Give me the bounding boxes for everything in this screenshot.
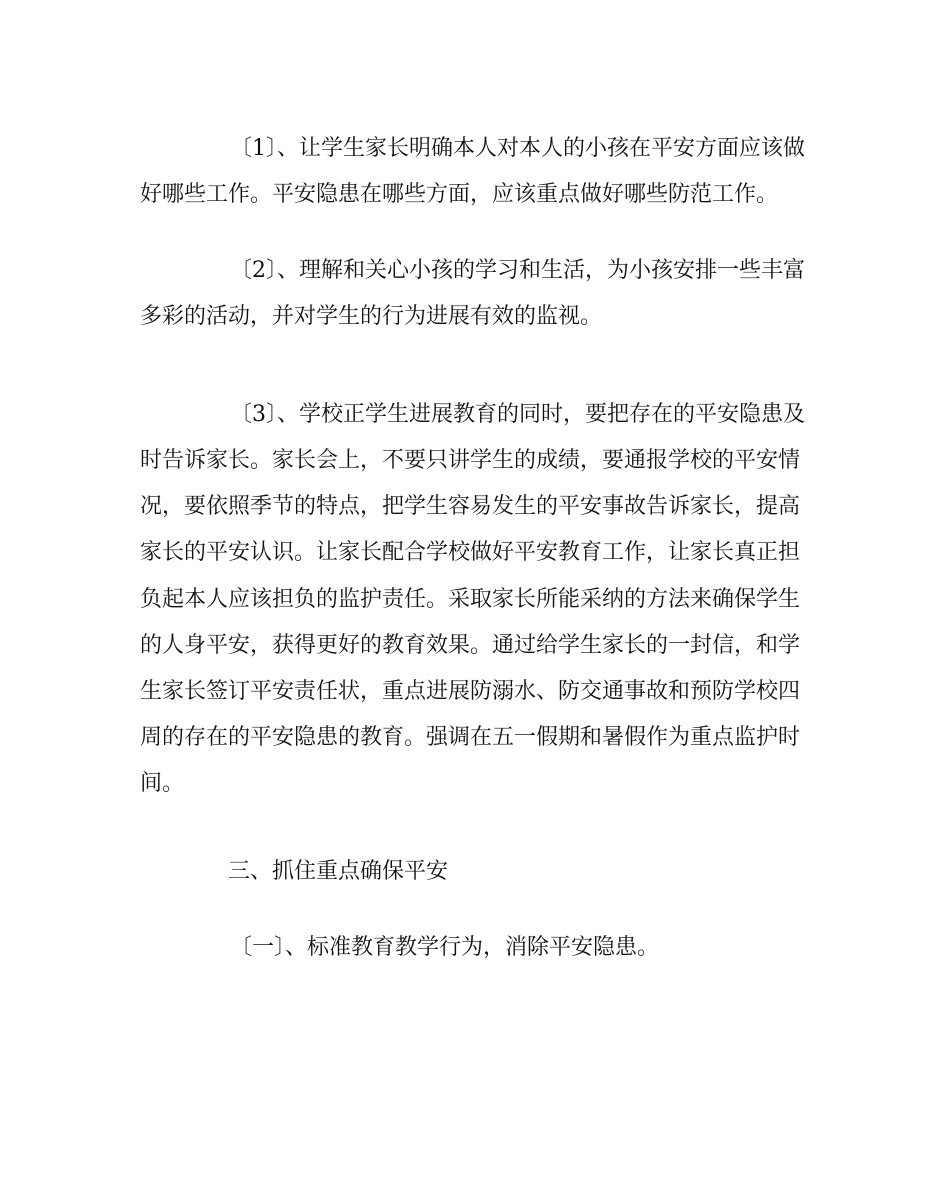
section-heading: 三、抓住重点确保平安 — [228, 859, 449, 884]
paragraph-line: 好哪些工作。平安隐患在哪些方面，应该重点做好哪些防范工作。 — [140, 182, 779, 207]
paragraph-line: 况，要依照季节的特点，把学生容易发生的平安事故告诉家长，提高 — [140, 494, 801, 519]
paragraph-line: 〔3〕、学校正学生进展教育的同时，要把存在的平安隐患及 — [230, 402, 805, 427]
paragraph-line: 家长的平安认识。让家长配合学校做好平安教育工作，让家长真正担 — [140, 540, 801, 565]
subsection-heading: 〔一〕、标准教育教学行为，消除平安隐患。 — [230, 935, 660, 960]
paragraph-line: 〔1〕、让学生家长明确本人对本人的小孩在平安方面应该做 — [230, 136, 805, 161]
paragraph-line: 〔2〕、理解和关心小孩的学习和生活，为小孩安排一些丰富 — [230, 258, 805, 283]
paragraph-line: 时告诉家长。家长会上，不要只讲学生的成绩，要通报学校的平安情 — [140, 448, 801, 473]
paragraph-line: 的人身平安，获得更好的教育效果。通过给学生家长的一封信，和学 — [140, 633, 801, 658]
paragraph-line: 间。 — [140, 771, 185, 796]
paragraph-line: 生家长签订平安责任状，重点进展防溺水、防交通事故和预防学校四 — [140, 679, 801, 704]
paragraph-line: 负起本人应该担负的监护责任。采取家长所能采纳的方法来确保学生 — [140, 587, 801, 612]
paragraph-line: 周的存在的平安隐患的教育。强调在五一假期和暑假作为重点监护时 — [140, 725, 801, 750]
paragraph-line: 多彩的活动，并对学生的行为进展有效的监视。 — [140, 304, 603, 329]
